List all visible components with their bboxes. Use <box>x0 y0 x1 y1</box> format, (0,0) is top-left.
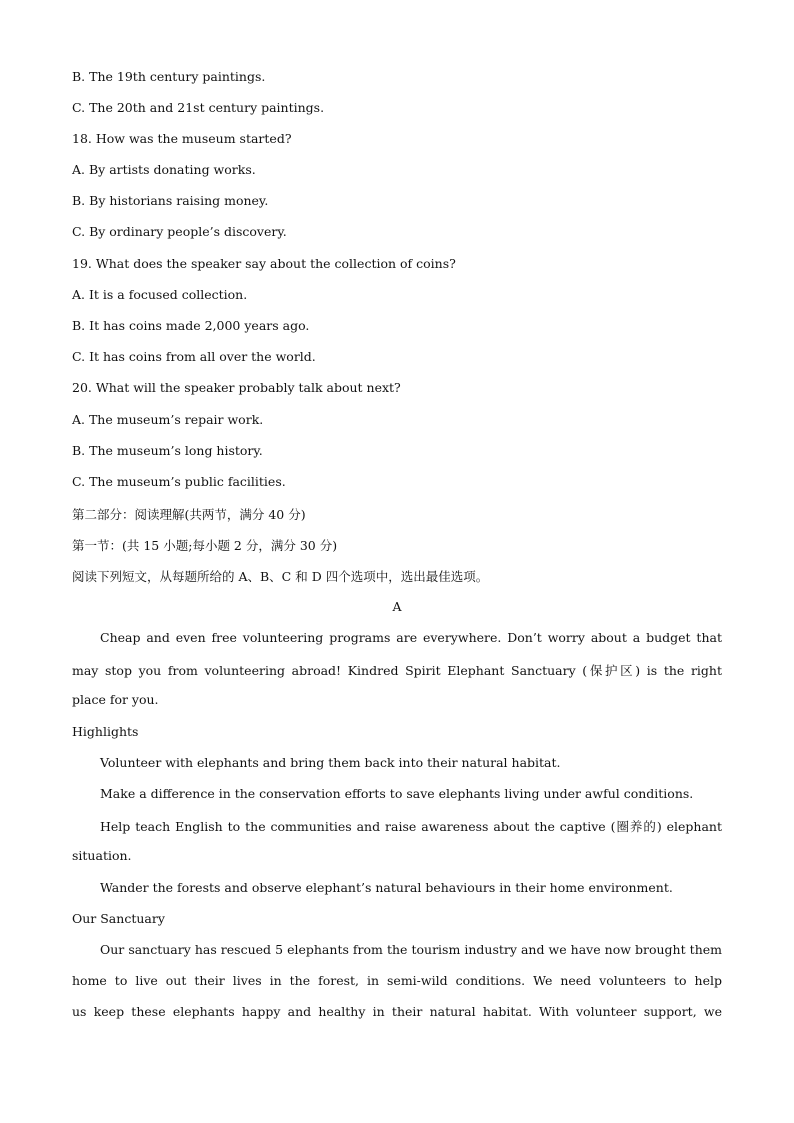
q17-option-c: C. The 20th and 21st century paintings. <box>72 100 325 115</box>
q18-option-b: B. By historians raising money. <box>72 193 269 208</box>
sanctuary-heading: Our Sanctuary <box>72 911 165 926</box>
sanctuary-line: home to live out their lives in the forest, in semi-wild conditions. We need volunteers to help <box>72 973 722 988</box>
q18-option-a: A. By artists donating works. <box>72 162 256 177</box>
highlights-heading: Highlights <box>72 724 139 739</box>
passage-letter: A <box>392 599 402 614</box>
highlight-item: Help teach English to the communities and raise awareness about the captive (圈养的) elephant <box>100 819 722 834</box>
highlight-item: Wander the forests and observe elephant’s natural behaviours in their home environment. <box>100 880 673 895</box>
q19-question: 19. What does the speaker say about the collection of coins? <box>72 256 456 271</box>
q18-option-c: C. By ordinary people’s discovery. <box>72 224 287 239</box>
q20-option-b: B. The museum’s long history. <box>72 443 263 458</box>
q19-option-c: C. It has coins from all over the world. <box>72 349 316 364</box>
sanctuary-line: Our sanctuary has rescued 5 elephants from the tourism industry and we have now brought them <box>100 942 722 957</box>
q18-question: 18. How was the museum started? <box>72 131 292 146</box>
intro-line: Cheap and even free volunteering programs are everywhere. Don’t worry about a budget that <box>100 630 722 645</box>
q20-option-c: C. The museum’s public facilities. <box>72 474 286 489</box>
highlight-item: Make a difference in the conservation efforts to save elephants living under awful conditions. <box>100 786 694 801</box>
q19-option-b: B. It has coins made 2,000 years ago. <box>72 318 310 333</box>
intro-line: may stop you from volunteering abroad! Kindred Spirit Elephant Sanctuary (保护区) is the right <box>72 663 722 678</box>
section-instruction: 阅读下列短文，从每题所给的 A、B、C 和 D 四个选项中，选出最佳选项。 <box>72 569 489 584</box>
q20-option-a: A. The museum’s repair work. <box>72 412 264 427</box>
intro-line: place for you. <box>72 692 159 707</box>
sanctuary-line: us keep these elephants happy and healthy in their natural habitat. With volunteer support, we <box>72 1004 722 1019</box>
q17-option-b: B. The 19th century paintings. <box>72 69 266 84</box>
highlight-item: Volunteer with elephants and bring them back into their natural habitat. <box>100 755 561 770</box>
section-part-heading: 第二部分：阅读理解(共两节，满分 40 分) <box>72 507 306 522</box>
section-subsection-heading: 第一节：(共 15 小题;每小题 2 分，满分 30 分) <box>72 538 338 553</box>
highlight-item-continued: situation. <box>72 848 132 863</box>
q19-option-a: A. It is a focused collection. <box>72 287 248 302</box>
q20-question: 20. What will the speaker probably talk about next? <box>72 380 401 395</box>
